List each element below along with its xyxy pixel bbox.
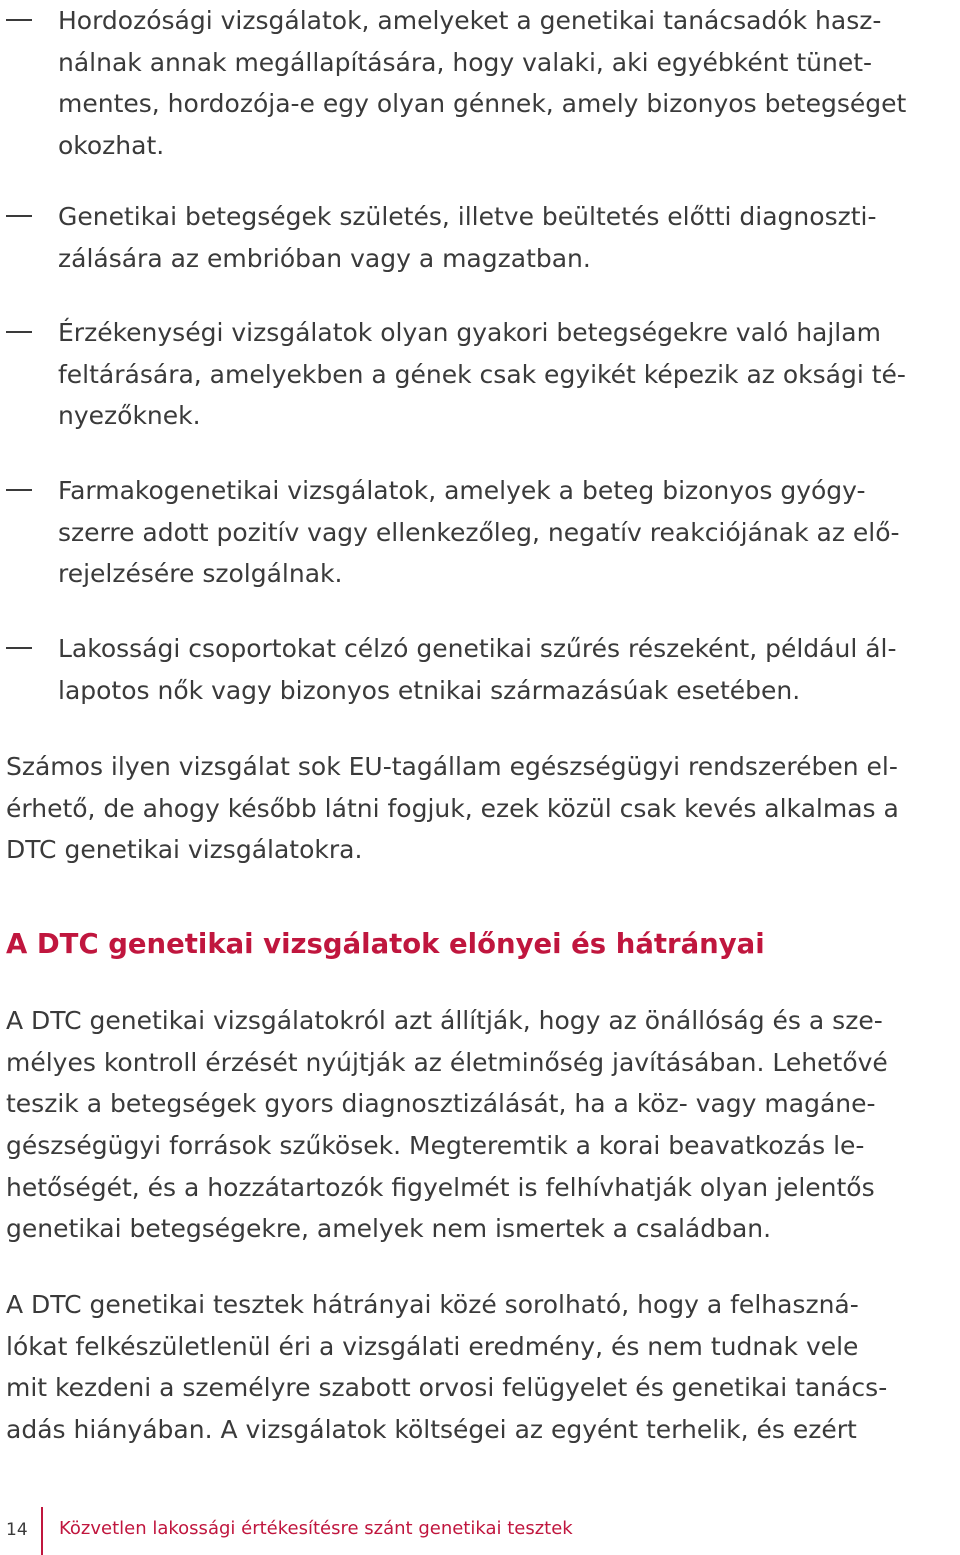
text-line: Hordozósági vizsgálatok, amelyeket a genetikai tanácsadók hasz-	[58, 6, 882, 35]
dash-bullet-icon	[6, 489, 32, 491]
dash-bullet-icon	[6, 19, 32, 21]
text-line: Genetikai betegségek születés, illetve beültetés előtti diagnoszti-	[58, 202, 877, 231]
running-title: Közvetlen lakossági értékesítésre szánt genetikai tesztek	[59, 1518, 573, 1539]
text-line: zálására az embrióban vagy a magzatban.	[58, 243, 591, 273]
text-line: lókat felkészületlenül éri a vizsgálati eredmény, és nem tudnak vele	[6, 1331, 859, 1361]
text-line: A DTC genetikai vizsgálatokról azt állítják, hogy az önállóság és a sze-	[6, 1006, 883, 1035]
text-line: nálnak annak megállapítására, hogy valaki, aki egyébként tünet-	[58, 47, 873, 77]
text-line: gészségügyi források szűkösek. Megteremtik a korai beavatkozás le-	[6, 1131, 865, 1161]
text-line: rejelzésére szolgálnak.	[58, 559, 343, 589]
text-line: genetikai betegségekre, amelyek nem ismertek a családban.	[6, 1214, 772, 1244]
text-line: Farmakogenetikai vizsgálatok, amelyek a beteg bizonyos gyógy-	[58, 476, 866, 505]
text-line: érhető, de ahogy később látni fogjuk, ezek közül csak kevés alkalmas a	[6, 793, 899, 823]
footer-divider	[41, 1507, 43, 1555]
list-item-text	[58, 196, 876, 279]
text-line: okozhat.	[58, 131, 165, 161]
page-footer	[6, 1505, 960, 1553]
text-line: hetőségét, és a hozzátartozók figyelmét is felhívhatják olyan jelentős	[6, 1172, 875, 1202]
text-line: mentes, hordozója-e egy olyan génnek, amely bizonyos betegséget	[58, 89, 907, 119]
text-line: szerre adott pozitív vagy ellenkezőleg, negatív reakciójának az elő-	[58, 517, 900, 547]
text-line: Lakossági csoportokat célzó genetikai szűrés részeként, például ál-	[58, 634, 897, 663]
dash-bullet-icon	[6, 331, 32, 333]
text-line: adás hiányában. A vizsgálatok költségei az egyént terhelik, és ezért	[6, 1415, 857, 1445]
text-line: lapotos nők vagy bizonyos etnikai származásúak esetében.	[58, 675, 801, 705]
text-line: nyezőknek.	[58, 401, 201, 431]
section-heading: A DTC genetikai vizsgálatok előnyei és hátrányai	[6, 928, 765, 960]
paragraph	[6, 746, 956, 871]
list-item-text	[58, 312, 906, 437]
paragraph	[6, 1000, 956, 1250]
text-line: teszik a betegségek gyors diagnosztizálását, ha a köz- vagy magáne-	[6, 1089, 876, 1119]
text-line: A DTC genetikai tesztek hátrányai közé sorolható, hogy a felhaszná-	[6, 1290, 859, 1319]
dash-bullet-icon	[6, 647, 32, 649]
list-item-text	[58, 0, 906, 167]
list-item-text	[58, 470, 900, 595]
text-line: mit kezdeni a személyre szabott orvosi felügyelet és genetikai tanács-	[6, 1373, 888, 1403]
text-line: Érzékenységi vizsgálatok olyan gyakori betegségekre való hajlam	[58, 318, 881, 347]
dash-bullet-icon	[6, 215, 32, 217]
page-number: 14	[6, 1520, 28, 1540]
text-line: DTC genetikai vizsgálatokra.	[6, 835, 363, 865]
text-line: Számos ilyen vizsgálat sok EU-tagállam egészségügyi rendszerében el-	[6, 752, 898, 781]
paragraph	[6, 1284, 956, 1451]
text-line: feltárására, amelyekben a gének csak egyikét képezik az oksági té-	[58, 359, 906, 389]
text-line: mélyes kontroll érzését nyújtják az életminőség javításában. Lehetővé	[6, 1047, 888, 1077]
list-item-text	[58, 628, 897, 711]
